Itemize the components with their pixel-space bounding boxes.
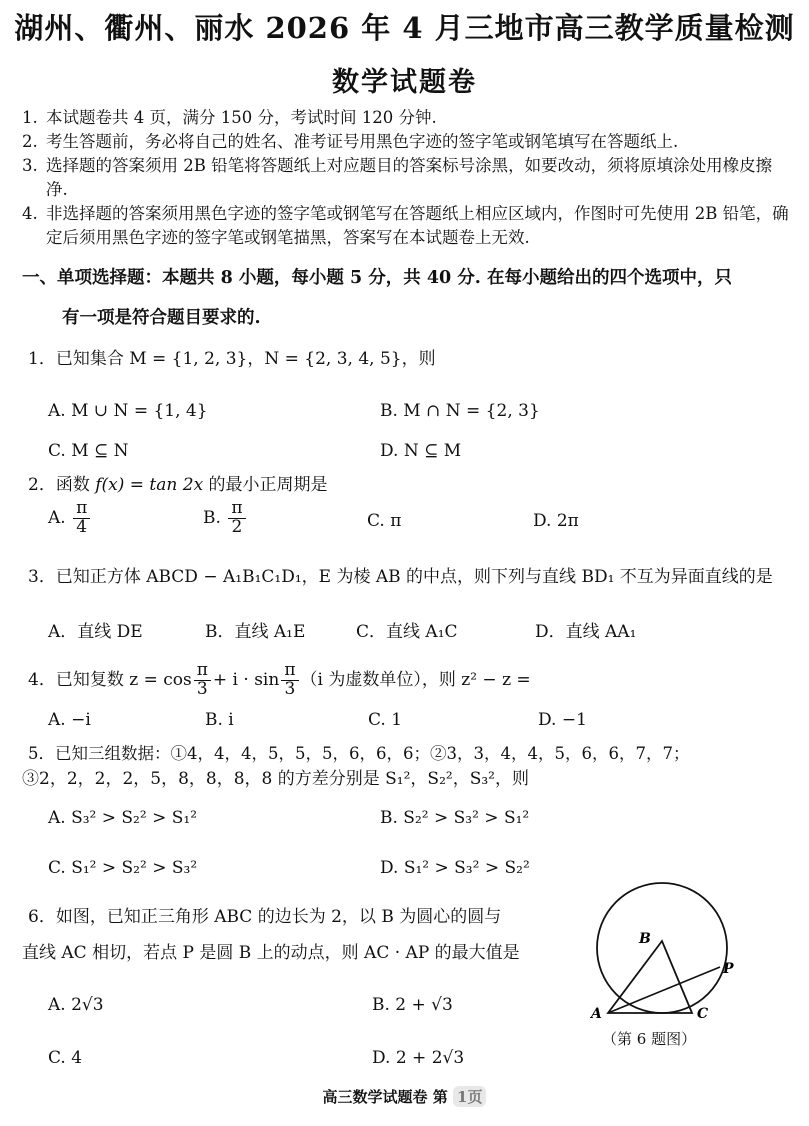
fraction: $\frac{\pi}{3}$ (194, 662, 211, 699)
instruction-item: 3. 选择题的答案须用 2B 铅笔将答题纸上对应题目的答案标号涂黑，如要改动，须将原填涂处用橡皮擦净. (22, 156, 773, 199)
fraction: $\frac{\pi}{3}$ (281, 662, 298, 699)
q5-option-b: B. S₂² > S₃² > S₁² (380, 808, 530, 828)
q6-option-b: B. 2 + √3 (372, 995, 453, 1015)
question-6-line1: 6．如图，已知正三角形 ABC 的边长为 2，以 B 为圆心的圆与 (28, 907, 502, 927)
q5-option-a: A. S₃² > S₂² > S₁² (48, 808, 198, 828)
q2-option-d: D. 2π (533, 511, 579, 531)
q6-option-d: D. 2 + 2√3 (372, 1048, 465, 1068)
section-heading: 一、单项选择题：本题共 8 小题，每小题 5 分，共 40 分. 在每小题给出的四个选项中，只 有一项是符合题目要求的. (22, 268, 732, 328)
q6-option-c: C. 4 (48, 1048, 83, 1068)
circle-b (597, 883, 727, 1013)
figure-caption: （第 6 题图） (602, 1030, 697, 1048)
q6-option-a: A. 2√3 (48, 995, 104, 1015)
instruction-item: 1. 本试题卷共 4 页，满分 150 分，考试时间 120 分钟. (22, 108, 437, 127)
instruction-item: 2. 考生答题前，务必将自己的姓名、准考证号用黑色字迹的签字笔或钢笔填写在答题纸上. (22, 132, 679, 151)
question-4-stem: 4．已知复数 z = cos $\frac{\pi}{3}$ + i · sin $\frac{\pi}{3}$ （i 为虚数单位），则 z² − z = (28, 660, 531, 699)
q4-option-a: A. −i (48, 710, 91, 730)
label-p: P (723, 961, 734, 977)
q5-option-d: D. S₁² > S₃² > S₂² (380, 858, 530, 878)
q4-option-b: B. i (205, 710, 234, 730)
q3-option-a: A．直线 DE (48, 622, 143, 642)
q4-option-d: D. −1 (538, 710, 587, 730)
page-number: 1页 (453, 1086, 486, 1107)
q1-option-d: D. N ⊆ M (380, 441, 462, 461)
exam-title: 湖州、衢州、丽水 2026 年 4 月三地市高三教学质量检测 (14, 11, 795, 45)
question-5-line1: 5．已知三组数据：①4，4，4，5，5，5，6，6，6；②3，3，4，4，5，6，6，7，7； (28, 744, 690, 763)
q2-option-a: A. $\frac{\pi}{4}$ (48, 500, 92, 537)
q3-option-b: B．直线 A₁E (205, 622, 306, 642)
question-1-stem: 1．已知集合 M = {1, 2, 3}，N = {2, 3, 4, 5}，则 (28, 349, 436, 369)
q4-option-c: C. 1 (368, 710, 403, 730)
fraction: $\frac{\pi}{4}$ (73, 500, 90, 537)
q3-option-d: D．直线 AA₁ (535, 622, 637, 642)
question-6-figure (575, 880, 775, 1050)
q2-option-b: B. $\frac{\pi}{2}$ (203, 500, 248, 537)
question-6-line2: 直线 AC 相切，若点 P 是圆 B 上的动点，则 AC · AP 的最大值是 (22, 943, 520, 963)
q3-option-c: C．直线 A₁C (356, 622, 458, 642)
instruction-item: 4. 非选择题的答案须用黑色字迹的签字笔或钢笔写在答题纸上相应区域内，作图时可先使用 2B 铅笔，确定后须用黑色字迹的签字笔或钢笔描黑，答案写在本试题卷上无效. (22, 204, 789, 247)
exam-subtitle: 数学试题卷 (332, 67, 477, 98)
fraction: $\frac{\pi}{2}$ (228, 500, 245, 537)
label-c: C (697, 1006, 709, 1022)
question-5-line2: ③2，2，2，2，5，8，8，8，8 的方差分别是 S₁²，S₂²，S₃²，则 (22, 769, 529, 789)
question-3-stem: 3．已知正方体 ABCD − A₁B₁C₁D₁，E 为棱 AB 的中点，则下列与直线 BD₁ 不互为异面直线的是 (28, 567, 773, 587)
q1-option-b: B. M ∩ N = {2, 3} (380, 401, 540, 421)
q2-option-c: C. π (367, 511, 402, 531)
q1-option-a: A. M ∪ N = {1, 4} (48, 401, 208, 421)
instructions (22, 106, 792, 250)
question-2-stem: 2．函数 f(x) = tan 2x 的最小正周期是 (28, 475, 328, 495)
label-a: A (591, 1006, 602, 1022)
triangle-abc (608, 941, 692, 1013)
label-b: B (639, 931, 651, 947)
q1-option-c: C. M ⊆ N (48, 441, 129, 461)
q5-option-c: C. S₁² > S₂² > S₃² (48, 858, 198, 878)
page-footer: 高三数学试题卷 第 1页 (0, 1086, 809, 1107)
